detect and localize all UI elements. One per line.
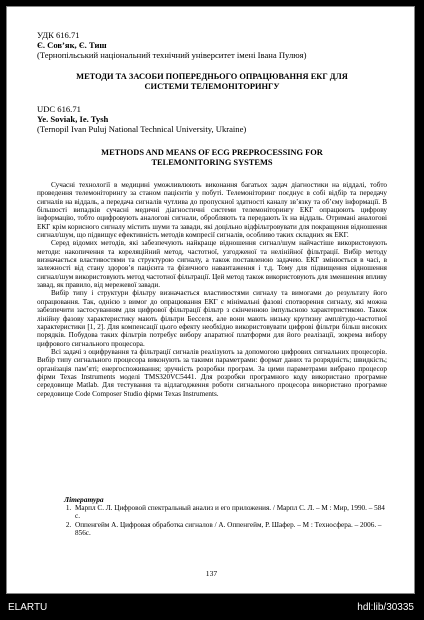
document-page <box>6 6 415 594</box>
en-authors: Ye. Soviak, Ie. Tysh <box>37 114 109 124</box>
ua-header <box>37 30 387 60</box>
ua-title-line2: СИСТЕМИ ТЕЛЕМОНІТОРИНГУ <box>144 82 280 91</box>
footer-left-label: ELARTU <box>8 602 48 613</box>
paragraph: Вибір типу і структури фільтру визначається властивостями сигналу та вимогами до результату його опрацювання. Так, однією з вимог до опрацювання ЕКГ є мінімальні фазові спотворення сигналу, які можна забезпечити застосуванням для цифрової фільтрації фільтр з скінченною імпульсною характеристикою. Також лінійну фазову характеристику мають фільтри Бесселя, але вони мають низьку крутизну амплітудо-частотної характеристики [1, 2]. Для компенсації цього ефекту необхідно використовувати цифрові фільтри більш високих порядків. Побудова таких фільтрів потребує вибору апаратної платформи для його реалізації, зокрема вибору цифрового сигнального процесора. <box>37 289 387 348</box>
paragraph: Сучасні технології в медицині уможливлюють виконання багатьох задач діагностики на віддалі, тобто проведення телемоніторингу за станом пацієнтів у побуті. Телемоніторинг поєднує в собі відбір та передачу сигналів на віддаль, а передача сигналів чутлива до пропускної здатності каналу зв’язку та об’єму інформації. В більшості випадків сучасні медичні діагностичні системи телемоніторингу ЕКГ опрацюють цифрову інформацію, тобто оцифровують аналогові сигнали, обробляють та передають їх на віддаль. Отримані аналогові ЕКГ крім корисного сигналу містить шуми та завади, які доцільно відфільтровувати для покращення відношення сигнал/шум, що підвищує ефективність методів компресії сигналів, особливо таких складних як ЕКГ. <box>37 181 387 240</box>
literature-item: 1. Марпл С. Л. Цифровой спектральный анализ и его приложения. / Марпл С. Л. – М : Мир, 1990. – 584 с. <box>73 504 387 521</box>
en-title-line2: TELEMONITORING SYSTEMS <box>151 158 273 167</box>
en-udc: UDC 616.71 <box>37 104 81 114</box>
paragraph: Всі задачі з оцифрування та фільтрації сигналів реалізують за допомогою цифрових сигнальних процесорів. Вибір типу сигнального процесора виконують за такими параметрами: формат даних та розрядність; швидкість; організація пам’яті; енергоспоживання; зручність розробки програм. За цими параметрами вибрано процесор фірми Texas Instruments моделі TMS320VC5441. Для розробки програмного коду використано програмне середовище Matlab. Для тестування та відлагодження роботи сигнального процесора використано програмне середовище Code Composer Studio фірми Texas Instruments. <box>37 347 387 398</box>
ua-affiliation: (Тернопільський національний технічний університет імені Івана Пулюя) <box>37 50 307 60</box>
literature-list <box>37 504 387 537</box>
en-affiliation: (Ternopil Ivan Puluj National Technical University, Ukraine) <box>37 124 247 134</box>
literature-item: 2. Оппенгейм А. Цифровая обработка сигналов / А. Оппенгейм, Р. Шафер. – М : Техносфера. – 2006. – 856с. <box>73 521 387 538</box>
footer-bar <box>0 596 424 620</box>
ua-title-line1: МЕТОДИ ТА ЗАСОБИ ПОПЕРЕДНЬОГО ОПРАЦЮВАННЯ ЕКГ ДЛЯ <box>76 72 348 81</box>
ua-udc: УДК 616.71 <box>37 30 80 40</box>
literature-heading: Література <box>64 495 104 504</box>
en-header <box>37 104 387 134</box>
literature-section <box>37 495 387 537</box>
en-title-line1: METHODS AND MEANS OF ECG PREPROCESSING FOR <box>101 148 323 157</box>
footer-right-label: hdl:lib/30335 <box>357 602 414 613</box>
en-title <box>37 148 387 168</box>
ua-title <box>37 72 387 92</box>
paragraph: Серед відомих методів, які забезпечують найкраще відношення сигнал/шум найчастіше використовують методи: накопичення та кореляційний метод, частотної, узгодженої та нелінійної фільтрації. Вибір методу визначається властивостями та структурою сигналу, а також поставленою задачею. ЕКГ змінюється в часі, в залежності від стану здоров’я пацієнта та фізичного навантаження і т.д. Тому для підвищення відношення сигнал/шум використовують метод частотної фільтрації. Цей метод також використовують для зменшення впливу завад, як правило, від мережевої завади. <box>37 239 387 290</box>
page-number: 137 <box>205 569 218 578</box>
article-body <box>37 181 387 398</box>
ua-authors: Є. Сов’як, Є. Тиш <box>37 40 107 50</box>
